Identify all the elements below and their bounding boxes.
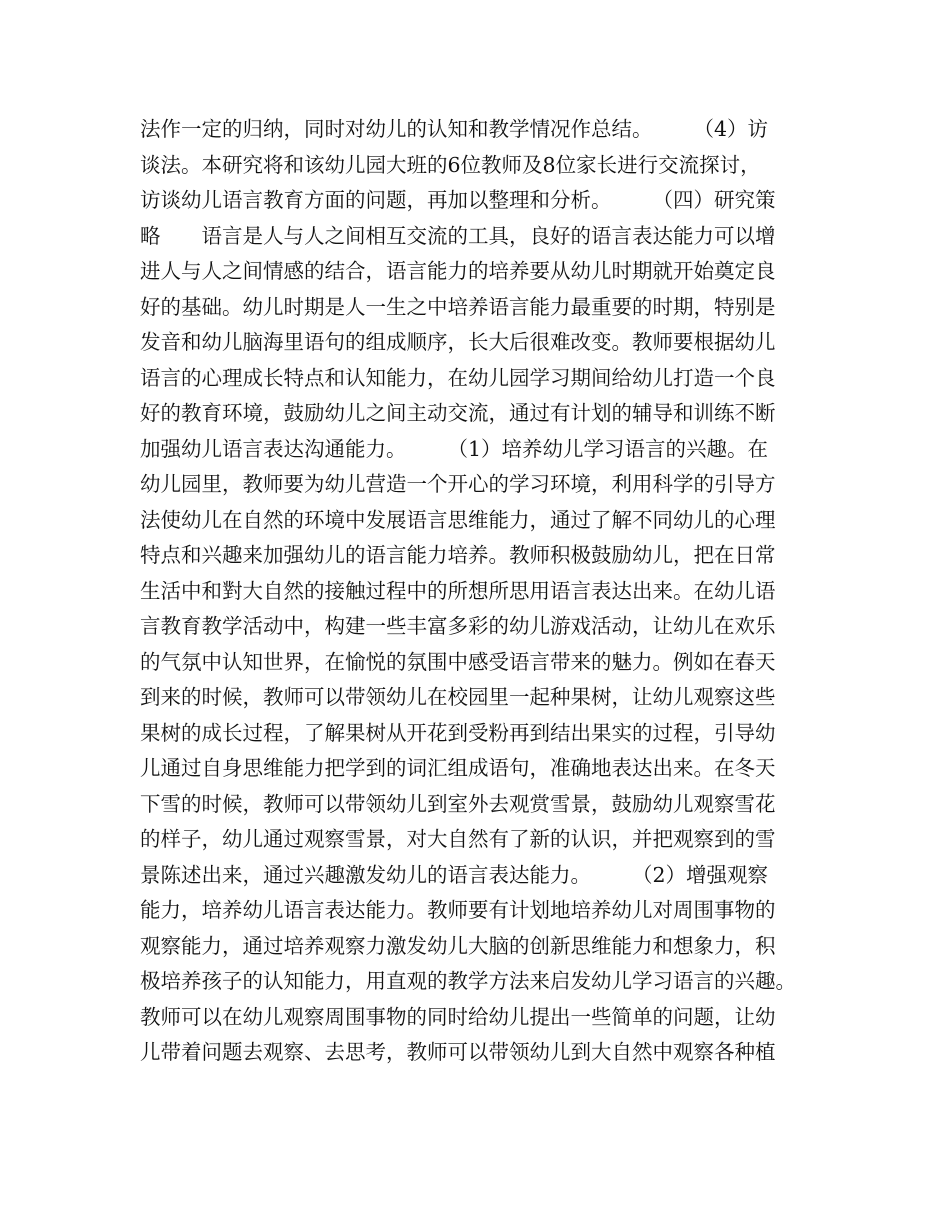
- text-line: 加强幼儿语言表达沟通能力。 （1）培养幼儿学习语言的兴趣。在: [140, 436, 769, 461]
- text-line: 能力，培养幼儿语言表达能力。教师要有计划地培养幼儿对周围事物的: [140, 898, 776, 922]
- body-text: [140, 112, 820, 1071]
- text-line: 发音和幼儿脑海里语句的组成顺序，长大后很难改变。教师要根据幼儿: [140, 330, 776, 354]
- text-line: 下雪的时候，教师可以带领幼儿到室外去观赏雪景，鼓励幼儿观察雪花: [140, 791, 776, 816]
- text-line: 果树的成长过程，了解果树从开花到受粉再到结出果实的过程，引导幼: [140, 720, 776, 745]
- text-line: 进人与人之间情感的结合，语言能力的培养要从幼儿时期就开始奠定良: [140, 259, 776, 283]
- text-line: 特点和兴趣来加强幼儿的语言能力培养。教师积极鼓励幼儿，把在日常: [140, 543, 776, 567]
- text-line: 教师可以在幼儿观察周围事物的同时给幼儿提出一些简单的问题，让幼: [140, 1004, 776, 1029]
- text-line: 生活中和對大自然的接触过程中的所想所思用语言表达出来。在幼儿语: [140, 578, 776, 603]
- text-line: 儿通过自身思维能力把学到的词汇组成语句，准确地表达出来。在冬天: [140, 756, 776, 780]
- text-line: 谈法。本研究将和该幼儿园大班的6位教师及8位家长进行交流探讨，: [140, 152, 761, 177]
- text-line: 景陈述出来，通过兴趣激发幼儿的语言表达能力。 （2）增强观察: [140, 862, 769, 887]
- text-line: 极培养孩子的认知能力，用直观的教学方法来启发幼儿学习语言的兴趣。: [140, 969, 796, 993]
- text-line: 好的教育环境，鼓励幼儿之间主动交流，通过有计划的辅导和训练不断: [140, 401, 776, 425]
- text-line: 观察能力，通过培养观察力激发幼儿大脑的创新思维能力和想象力，积: [140, 933, 776, 958]
- text-line: 儿带着问题去观察、去思考，教师可以带领幼儿到大自然中观察各种植: [140, 1040, 776, 1064]
- text-line: 的气氛中认知世界，在愉悦的氛围中感受语言带来的魅力。例如在春天: [140, 649, 776, 674]
- text-line: 幼儿园里，教师要为幼儿营造一个开心的学习环境，利用科学的引导方: [140, 472, 776, 496]
- text-line: 言教育教学活动中，构建一些丰富多彩的幼儿游戏活动，让幼儿在欢乐: [140, 614, 776, 638]
- text-line: 略 语言是人与人之间相互交流的工具，良好的语言表达能力可以增: [140, 223, 776, 248]
- text-line: 到来的时候，教师可以带领幼儿在校园里一起种果树，让幼儿观察这些: [140, 685, 776, 709]
- text-line: 法作一定的归纳，同时对幼儿的认知和教学情况作总结。 （4）访: [140, 117, 769, 141]
- text-line: 语言的心理成长特点和认知能力，在幼儿园学习期间给幼儿打造一个良: [140, 365, 776, 390]
- text-line: 访谈幼儿语言教育方面的问题，再加以整理和分析。 （四）研究策: [140, 188, 776, 212]
- text-line: 法使幼儿在自然的环境中发展语言思维能力，通过了解不同幼儿的心理: [140, 507, 776, 532]
- text-line: 的样子，幼儿通过观察雪景，对大自然有了新的认识，并把观察到的雪: [140, 827, 776, 851]
- text-line: 好的基础。幼儿时期是人一生之中培养语言能力最重要的时期，特别是: [140, 294, 776, 319]
